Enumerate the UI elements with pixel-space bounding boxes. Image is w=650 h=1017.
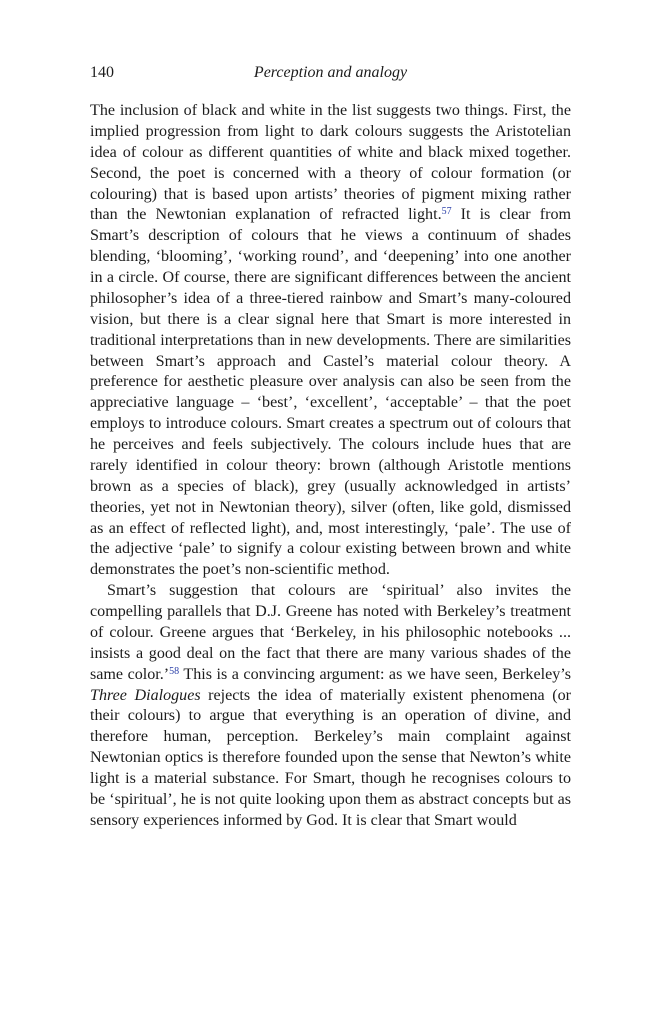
paragraph-1-part-b: It is clear from Smart’s description of colours that he views a continuum of shades blending, ‘blooming’, ‘working round’, and ‘deepening’ into one another in a circle. Of course, there are significant differences between the ancient philosopher’s idea of a three-tiered rainbow and Smart’s many-coloured vision, but there is a clear signal here that Smart is more interested in traditional interpretations than in new developments. There are similarities between Smart’s approach and Castel’s material colour theory. A preference for aesthetic pleasure over analysis can also be seen from the appreciative language – ‘best’, ‘excellent’, ‘acceptable’ – that the poet employs to introduce colours. Smart creates a spectrum out of colours that he perceives and feels subjectively. The colours include hues that are rarely identified in colour theory: brown (although Aristotle mentions brown as a species of black), grey (usually acknowledged in artists’ theories, yet not in Newtonian theory), silver (often, like gold, dismissed as an effect of reflected light), and, most interestingly, ‘pale’. The use of the adjective ‘pale’ to signify a colour existing between brown and white demonstrates the poet’s non-scientific method. <box>90 206 572 579</box>
paragraph-1-part-a: The inclusion of black and white in the list suggests two things. First, the implied progression from light to dark colours suggests the Aristotelian idea of colour as different quantities of white and black mixed together. Second, the poet is concerned with a theory of colour formation (or colouring) that is based upon artists’ theories of pigment mixing rather than the Newtonian explanation of refracted light. <box>90 102 571 224</box>
paragraph-2 <box>90 581 571 832</box>
footnote-ref-58[interactable]: 58 <box>169 665 180 677</box>
running-title: Perception and analogy <box>253 64 408 81</box>
paragraph-2-part-c: rejects the idea of materially existent phenomena (or their colours) to argue that everything is an operation of divine, and therefore human, perception. Berkeley’s main complaint against Newtonian optics is therefore founded upon the sense that Newton’s white light is a material substance. For Smart, though he recognises colours to be ‘spiritual’, he is not quite looking upon them as abstract concepts but as sensory experiences informed by God. It is clear that Smart would <box>90 686 571 829</box>
work-title-three-dialogues: Three Dialogues <box>90 686 201 704</box>
paragraph-2-part-a: Smart’s suggestion that colours are ‘spiritual’ also invites the compelling parallels that D.J. Greene has noted with Berkeley’s treatment of colour. Greene argues that ‘Berkeley, in his philosophic notebooks ... insists a good deal on the fact that there are many various shades of the same color.’ <box>90 582 571 683</box>
page-number: 140 <box>90 64 114 81</box>
running-head <box>90 62 571 84</box>
paragraph-2-part-b: This is a convincing argument: as we have seen, Berkeley’s <box>179 665 571 683</box>
paragraph-1 <box>90 101 571 581</box>
footnote-ref-57[interactable]: 57 <box>441 206 452 218</box>
body-text <box>90 101 571 832</box>
